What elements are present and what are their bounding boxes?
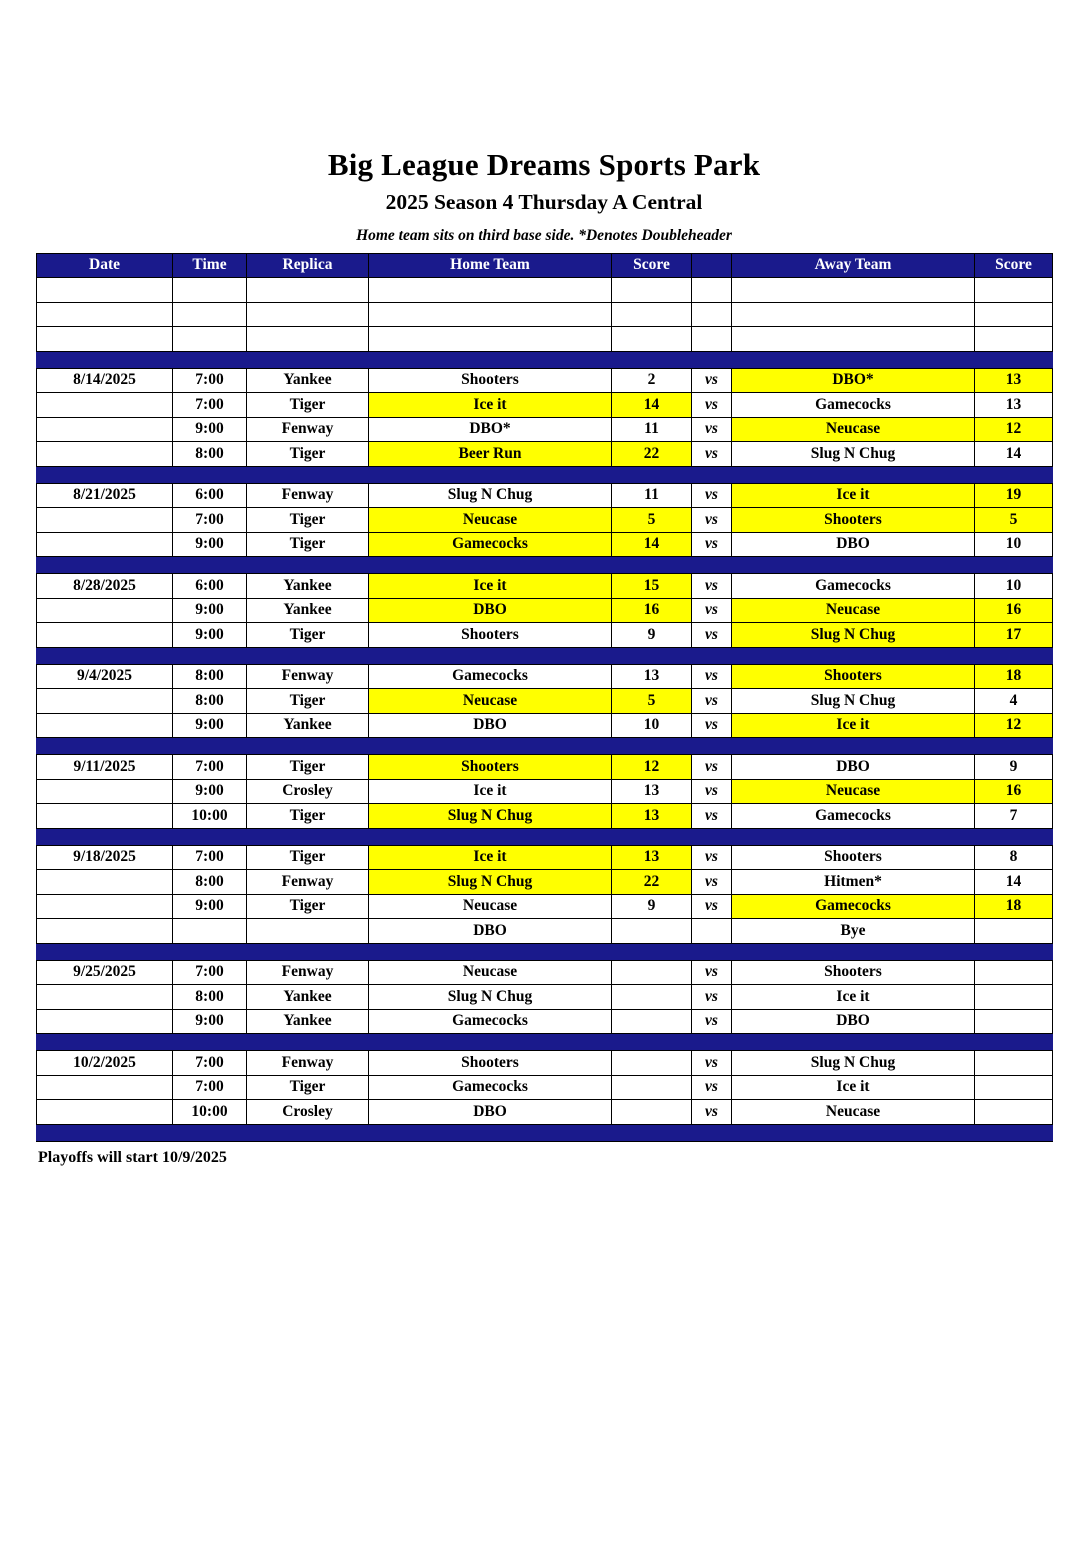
- cell-vs: vs: [692, 845, 732, 870]
- cell-replica: Tiger: [247, 845, 369, 870]
- cell-time: 8:00: [173, 664, 247, 689]
- table-row: [37, 779, 1053, 804]
- cell-replica: Tiger: [247, 894, 369, 919]
- cell-home-team: Shooters: [369, 623, 612, 648]
- cell-time: 10:00: [173, 1100, 247, 1125]
- cell-date: 9/18/2025: [37, 845, 173, 870]
- cell-time: 8:00: [173, 870, 247, 895]
- blank-cell: [369, 278, 612, 303]
- cell-home-score: 13: [612, 779, 692, 804]
- cell-home-score: [612, 1009, 692, 1034]
- cell-date: [37, 894, 173, 919]
- cell-home-score: 13: [612, 845, 692, 870]
- cell-away-score: 10: [975, 574, 1053, 599]
- cell-vs: vs: [692, 532, 732, 557]
- page-note: Home team sits on third base side. *Denotes Doubleheader: [356, 226, 732, 244]
- column-header-vs: [692, 253, 732, 278]
- cell-away-team: Slug N Chug: [732, 442, 975, 467]
- cell-away-score: 13: [975, 393, 1053, 418]
- week-separator-cell: [37, 351, 1053, 368]
- cell-home-team: Neucase: [369, 689, 612, 714]
- cell-replica: Fenway: [247, 417, 369, 442]
- cell-home-score: 14: [612, 393, 692, 418]
- week-separator-row: [37, 738, 1053, 755]
- table-row: [37, 985, 1053, 1010]
- cell-away-score: 14: [975, 442, 1053, 467]
- cell-time: [173, 919, 247, 944]
- cell-date: [37, 1100, 173, 1125]
- cell-replica: Tiger: [247, 755, 369, 780]
- cell-away-team: Bye: [732, 919, 975, 944]
- cell-away-score: 7: [975, 804, 1053, 829]
- cell-home-score: 16: [612, 598, 692, 623]
- cell-date: [37, 417, 173, 442]
- cell-replica: [247, 919, 369, 944]
- week-separator-row: [37, 1124, 1053, 1141]
- cell-time: 7:00: [173, 1075, 247, 1100]
- cell-time: 6:00: [173, 483, 247, 508]
- cell-vs: vs: [692, 664, 732, 689]
- cell-home-team: DBO*: [369, 417, 612, 442]
- column-header-home-team: Home Team: [369, 253, 612, 278]
- week-separator-cell: [37, 466, 1053, 483]
- cell-date: [37, 779, 173, 804]
- cell-time: 8:00: [173, 689, 247, 714]
- cell-vs: vs: [692, 508, 732, 533]
- cell-vs: [692, 919, 732, 944]
- cell-home-score: [612, 985, 692, 1010]
- blank-row: [37, 278, 1053, 303]
- table-row: [37, 870, 1053, 895]
- cell-time: 7:00: [173, 393, 247, 418]
- cell-date: [37, 985, 173, 1010]
- blank-cell: [612, 302, 692, 327]
- cell-vs: vs: [692, 1100, 732, 1125]
- cell-away-score: [975, 960, 1053, 985]
- cell-away-team: Slug N Chug: [732, 623, 975, 648]
- cell-away-score: 18: [975, 664, 1053, 689]
- cell-vs: vs: [692, 1051, 732, 1076]
- column-header-replica: Replica: [247, 253, 369, 278]
- cell-away-team: Slug N Chug: [732, 1051, 975, 1076]
- week-separator-cell: [37, 557, 1053, 574]
- blank-cell: [732, 327, 975, 352]
- cell-home-team: DBO: [369, 598, 612, 623]
- cell-vs: vs: [692, 417, 732, 442]
- cell-replica: Yankee: [247, 1009, 369, 1034]
- cell-vs: vs: [692, 1009, 732, 1034]
- cell-away-score: 17: [975, 623, 1053, 648]
- cell-time: 8:00: [173, 442, 247, 467]
- cell-replica: Tiger: [247, 689, 369, 714]
- cell-date: [37, 1009, 173, 1034]
- column-header-time: Time: [173, 253, 247, 278]
- cell-home-score: 5: [612, 508, 692, 533]
- cell-home-team: Ice it: [369, 574, 612, 599]
- schedule-page: [0, 148, 1088, 1556]
- cell-time: 9:00: [173, 417, 247, 442]
- table-row: [37, 368, 1053, 393]
- cell-replica: Tiger: [247, 1075, 369, 1100]
- cell-home-team: Neucase: [369, 508, 612, 533]
- cell-replica: Yankee: [247, 985, 369, 1010]
- week-separator-row: [37, 1034, 1053, 1051]
- cell-date: [37, 393, 173, 418]
- playoffs-note: Playoffs will start 10/9/2025: [38, 1148, 227, 1166]
- cell-replica: Tiger: [247, 804, 369, 829]
- cell-away-team: Shooters: [732, 664, 975, 689]
- page-title: Big League Dreams Sports Park: [327, 147, 761, 182]
- week-separator-cell: [37, 1034, 1053, 1051]
- blank-cell: [369, 327, 612, 352]
- cell-replica: Tiger: [247, 623, 369, 648]
- cell-away-score: [975, 1100, 1053, 1125]
- cell-home-team: Gamecocks: [369, 1009, 612, 1034]
- cell-away-score: 13: [975, 368, 1053, 393]
- blank-cell: [173, 302, 247, 327]
- cell-replica: Fenway: [247, 483, 369, 508]
- cell-vs: vs: [692, 483, 732, 508]
- cell-vs: vs: [692, 755, 732, 780]
- cell-home-score: 9: [612, 894, 692, 919]
- cell-replica: Yankee: [247, 574, 369, 599]
- cell-vs: vs: [692, 870, 732, 895]
- cell-time: 7:00: [173, 960, 247, 985]
- table-row: [37, 417, 1053, 442]
- cell-home-team: Neucase: [369, 960, 612, 985]
- blank-cell: [173, 278, 247, 303]
- cell-home-score: [612, 919, 692, 944]
- table-row: [37, 508, 1053, 533]
- cell-vs: vs: [692, 713, 732, 738]
- cell-home-team: DBO: [369, 713, 612, 738]
- cell-replica: Yankee: [247, 598, 369, 623]
- cell-date: [37, 598, 173, 623]
- cell-home-score: 22: [612, 870, 692, 895]
- cell-away-score: [975, 985, 1053, 1010]
- cell-away-score: [975, 1051, 1053, 1076]
- blank-cell: [975, 278, 1053, 303]
- schedule-table: [36, 253, 1053, 1142]
- cell-time: 7:00: [173, 368, 247, 393]
- table-row: [37, 755, 1053, 780]
- cell-home-team: Gamecocks: [369, 532, 612, 557]
- cell-home-score: 10: [612, 713, 692, 738]
- cell-home-team: Ice it: [369, 393, 612, 418]
- cell-replica: Tiger: [247, 532, 369, 557]
- table-row: [37, 713, 1053, 738]
- cell-replica: Tiger: [247, 393, 369, 418]
- cell-away-score: [975, 919, 1053, 944]
- blank-cell: [37, 302, 173, 327]
- table-row: [37, 532, 1053, 557]
- cell-home-team: Beer Run: [369, 442, 612, 467]
- cell-away-score: 4: [975, 689, 1053, 714]
- blank-cell: [247, 302, 369, 327]
- cell-replica: Tiger: [247, 508, 369, 533]
- cell-away-team: Hitmen*: [732, 870, 975, 895]
- cell-home-score: 5: [612, 689, 692, 714]
- cell-date: 8/28/2025: [37, 574, 173, 599]
- cell-date: [37, 870, 173, 895]
- week-separator-row: [37, 557, 1053, 574]
- table-row: [37, 574, 1053, 599]
- column-header-home-score: Score: [612, 253, 692, 278]
- cell-home-team: Slug N Chug: [369, 870, 612, 895]
- cell-away-score: 14: [975, 870, 1053, 895]
- cell-date: [37, 713, 173, 738]
- cell-away-team: Ice it: [732, 483, 975, 508]
- cell-replica: Tiger: [247, 442, 369, 467]
- cell-away-score: 9: [975, 755, 1053, 780]
- table-row: [37, 960, 1053, 985]
- cell-away-score: 10: [975, 532, 1053, 557]
- cell-date: 9/25/2025: [37, 960, 173, 985]
- cell-home-team: Slug N Chug: [369, 985, 612, 1010]
- cell-date: 10/2/2025: [37, 1051, 173, 1076]
- cell-home-team: Ice it: [369, 845, 612, 870]
- bye-row: [37, 919, 1053, 944]
- cell-time: 9:00: [173, 713, 247, 738]
- cell-home-score: 13: [612, 664, 692, 689]
- cell-away-team: Ice it: [732, 1075, 975, 1100]
- cell-away-team: Slug N Chug: [732, 689, 975, 714]
- week-separator-row: [37, 351, 1053, 368]
- cell-date: 9/4/2025: [37, 664, 173, 689]
- cell-vs: vs: [692, 393, 732, 418]
- cell-home-score: 11: [612, 483, 692, 508]
- blank-cell: [369, 302, 612, 327]
- cell-home-team: Gamecocks: [369, 1075, 612, 1100]
- cell-time: 7:00: [173, 755, 247, 780]
- cell-away-score: 19: [975, 483, 1053, 508]
- cell-away-team: DBO*: [732, 368, 975, 393]
- cell-home-score: [612, 960, 692, 985]
- cell-home-team: Ice it: [369, 779, 612, 804]
- cell-home-score: 9: [612, 623, 692, 648]
- cell-away-team: DBO: [732, 755, 975, 780]
- cell-away-score: 16: [975, 598, 1053, 623]
- cell-away-score: 18: [975, 894, 1053, 919]
- week-separator-cell: [37, 1124, 1053, 1141]
- cell-home-score: 14: [612, 532, 692, 557]
- cell-away-score: [975, 1075, 1053, 1100]
- cell-replica: Fenway: [247, 664, 369, 689]
- blank-cell: [975, 302, 1053, 327]
- cell-date: [37, 442, 173, 467]
- week-separator-row: [37, 466, 1053, 483]
- cell-vs: vs: [692, 985, 732, 1010]
- cell-away-score: 8: [975, 845, 1053, 870]
- cell-home-score: 15: [612, 574, 692, 599]
- week-separator-cell: [37, 647, 1053, 664]
- cell-vs: vs: [692, 689, 732, 714]
- cell-replica: Fenway: [247, 960, 369, 985]
- table-row: [37, 1051, 1053, 1076]
- table-header-row: [37, 253, 1053, 278]
- cell-time: 9:00: [173, 598, 247, 623]
- cell-date: [37, 1075, 173, 1100]
- cell-vs: vs: [692, 894, 732, 919]
- cell-away-score: [975, 1009, 1053, 1034]
- cell-home-team: Shooters: [369, 755, 612, 780]
- cell-date: [37, 689, 173, 714]
- cell-date: [37, 508, 173, 533]
- cell-away-team: Neucase: [732, 779, 975, 804]
- cell-away-team: Shooters: [732, 845, 975, 870]
- cell-vs: vs: [692, 960, 732, 985]
- cell-away-score: 5: [975, 508, 1053, 533]
- cell-replica: Yankee: [247, 713, 369, 738]
- blank-cell: [732, 302, 975, 327]
- cell-away-score: 12: [975, 713, 1053, 738]
- table-row: [37, 689, 1053, 714]
- cell-home-team: DBO: [369, 919, 612, 944]
- table-body: [37, 278, 1053, 1142]
- week-separator-cell: [37, 738, 1053, 755]
- blank-cell: [692, 278, 732, 303]
- table-row: [37, 1100, 1053, 1125]
- table-row: [37, 1009, 1053, 1034]
- column-header-away-team: Away Team: [732, 253, 975, 278]
- cell-home-score: [612, 1100, 692, 1125]
- cell-time: 7:00: [173, 845, 247, 870]
- blank-cell: [247, 278, 369, 303]
- cell-replica: Fenway: [247, 870, 369, 895]
- week-separator-row: [37, 828, 1053, 845]
- cell-home-score: 12: [612, 755, 692, 780]
- cell-away-team: Gamecocks: [732, 393, 975, 418]
- table-row: [37, 393, 1053, 418]
- week-separator-row: [37, 647, 1053, 664]
- cell-replica: Fenway: [247, 1051, 369, 1076]
- page-subtitle: 2025 Season 4 Thursday A Central: [385, 190, 703, 215]
- cell-vs: vs: [692, 574, 732, 599]
- blank-row: [37, 302, 1053, 327]
- cell-away-score: 12: [975, 417, 1053, 442]
- blank-cell: [173, 327, 247, 352]
- cell-home-team: Slug N Chug: [369, 483, 612, 508]
- cell-away-team: DBO: [732, 1009, 975, 1034]
- cell-date: [37, 532, 173, 557]
- cell-away-team: Ice it: [732, 985, 975, 1010]
- cell-replica: Crosley: [247, 779, 369, 804]
- cell-home-team: Gamecocks: [369, 664, 612, 689]
- blank-cell: [975, 327, 1053, 352]
- cell-date: [37, 804, 173, 829]
- cell-home-team: Shooters: [369, 368, 612, 393]
- blank-cell: [37, 278, 173, 303]
- cell-vs: vs: [692, 368, 732, 393]
- week-separator-row: [37, 943, 1053, 960]
- cell-time: 9:00: [173, 779, 247, 804]
- table-row: [37, 442, 1053, 467]
- cell-home-score: 13: [612, 804, 692, 829]
- cell-home-score: 22: [612, 442, 692, 467]
- cell-away-team: Gamecocks: [732, 894, 975, 919]
- cell-away-team: Neucase: [732, 417, 975, 442]
- blank-cell: [612, 327, 692, 352]
- blank-cell: [692, 302, 732, 327]
- cell-home-team: Neucase: [369, 894, 612, 919]
- cell-time: 9:00: [173, 894, 247, 919]
- cell-away-team: Gamecocks: [732, 804, 975, 829]
- blank-cell: [612, 278, 692, 303]
- cell-date: 9/11/2025: [37, 755, 173, 780]
- cell-time: 10:00: [173, 804, 247, 829]
- cell-away-team: Shooters: [732, 960, 975, 985]
- cell-time: 6:00: [173, 574, 247, 599]
- cell-home-score: 11: [612, 417, 692, 442]
- cell-home-score: 2: [612, 368, 692, 393]
- cell-date: [37, 919, 173, 944]
- cell-time: 9:00: [173, 1009, 247, 1034]
- cell-vs: vs: [692, 804, 732, 829]
- blank-cell: [692, 327, 732, 352]
- cell-home-team: Slug N Chug: [369, 804, 612, 829]
- table-row: [37, 483, 1053, 508]
- cell-time: 8:00: [173, 985, 247, 1010]
- cell-vs: vs: [692, 779, 732, 804]
- week-separator-cell: [37, 828, 1053, 845]
- column-header-away-score: Score: [975, 253, 1053, 278]
- cell-away-team: DBO: [732, 532, 975, 557]
- table-row: [37, 1075, 1053, 1100]
- cell-home-team: Shooters: [369, 1051, 612, 1076]
- cell-vs: vs: [692, 623, 732, 648]
- cell-replica: Crosley: [247, 1100, 369, 1125]
- cell-away-team: Neucase: [732, 598, 975, 623]
- column-header-date: Date: [37, 253, 173, 278]
- cell-away-score: 16: [975, 779, 1053, 804]
- cell-home-team: DBO: [369, 1100, 612, 1125]
- blank-cell: [37, 327, 173, 352]
- cell-away-team: Ice it: [732, 713, 975, 738]
- table-row: [37, 623, 1053, 648]
- table-row: [37, 664, 1053, 689]
- cell-vs: vs: [692, 442, 732, 467]
- cell-vs: vs: [692, 1075, 732, 1100]
- cell-date: 8/14/2025: [37, 368, 173, 393]
- cell-time: 9:00: [173, 532, 247, 557]
- table-row: [37, 598, 1053, 623]
- cell-away-team: Neucase: [732, 1100, 975, 1125]
- cell-away-team: Gamecocks: [732, 574, 975, 599]
- cell-replica: Yankee: [247, 368, 369, 393]
- blank-cell: [247, 327, 369, 352]
- table-header: [37, 253, 1053, 278]
- cell-time: 7:00: [173, 1051, 247, 1076]
- cell-date: 8/21/2025: [37, 483, 173, 508]
- cell-date: [37, 623, 173, 648]
- table-row: [37, 894, 1053, 919]
- cell-vs: vs: [692, 598, 732, 623]
- cell-away-team: Shooters: [732, 508, 975, 533]
- blank-cell: [732, 278, 975, 303]
- table-row: [37, 845, 1053, 870]
- cell-time: 7:00: [173, 508, 247, 533]
- cell-time: 9:00: [173, 623, 247, 648]
- blank-row: [37, 327, 1053, 352]
- cell-home-score: [612, 1075, 692, 1100]
- cell-home-score: [612, 1051, 692, 1076]
- week-separator-cell: [37, 943, 1053, 960]
- table-row: [37, 804, 1053, 829]
